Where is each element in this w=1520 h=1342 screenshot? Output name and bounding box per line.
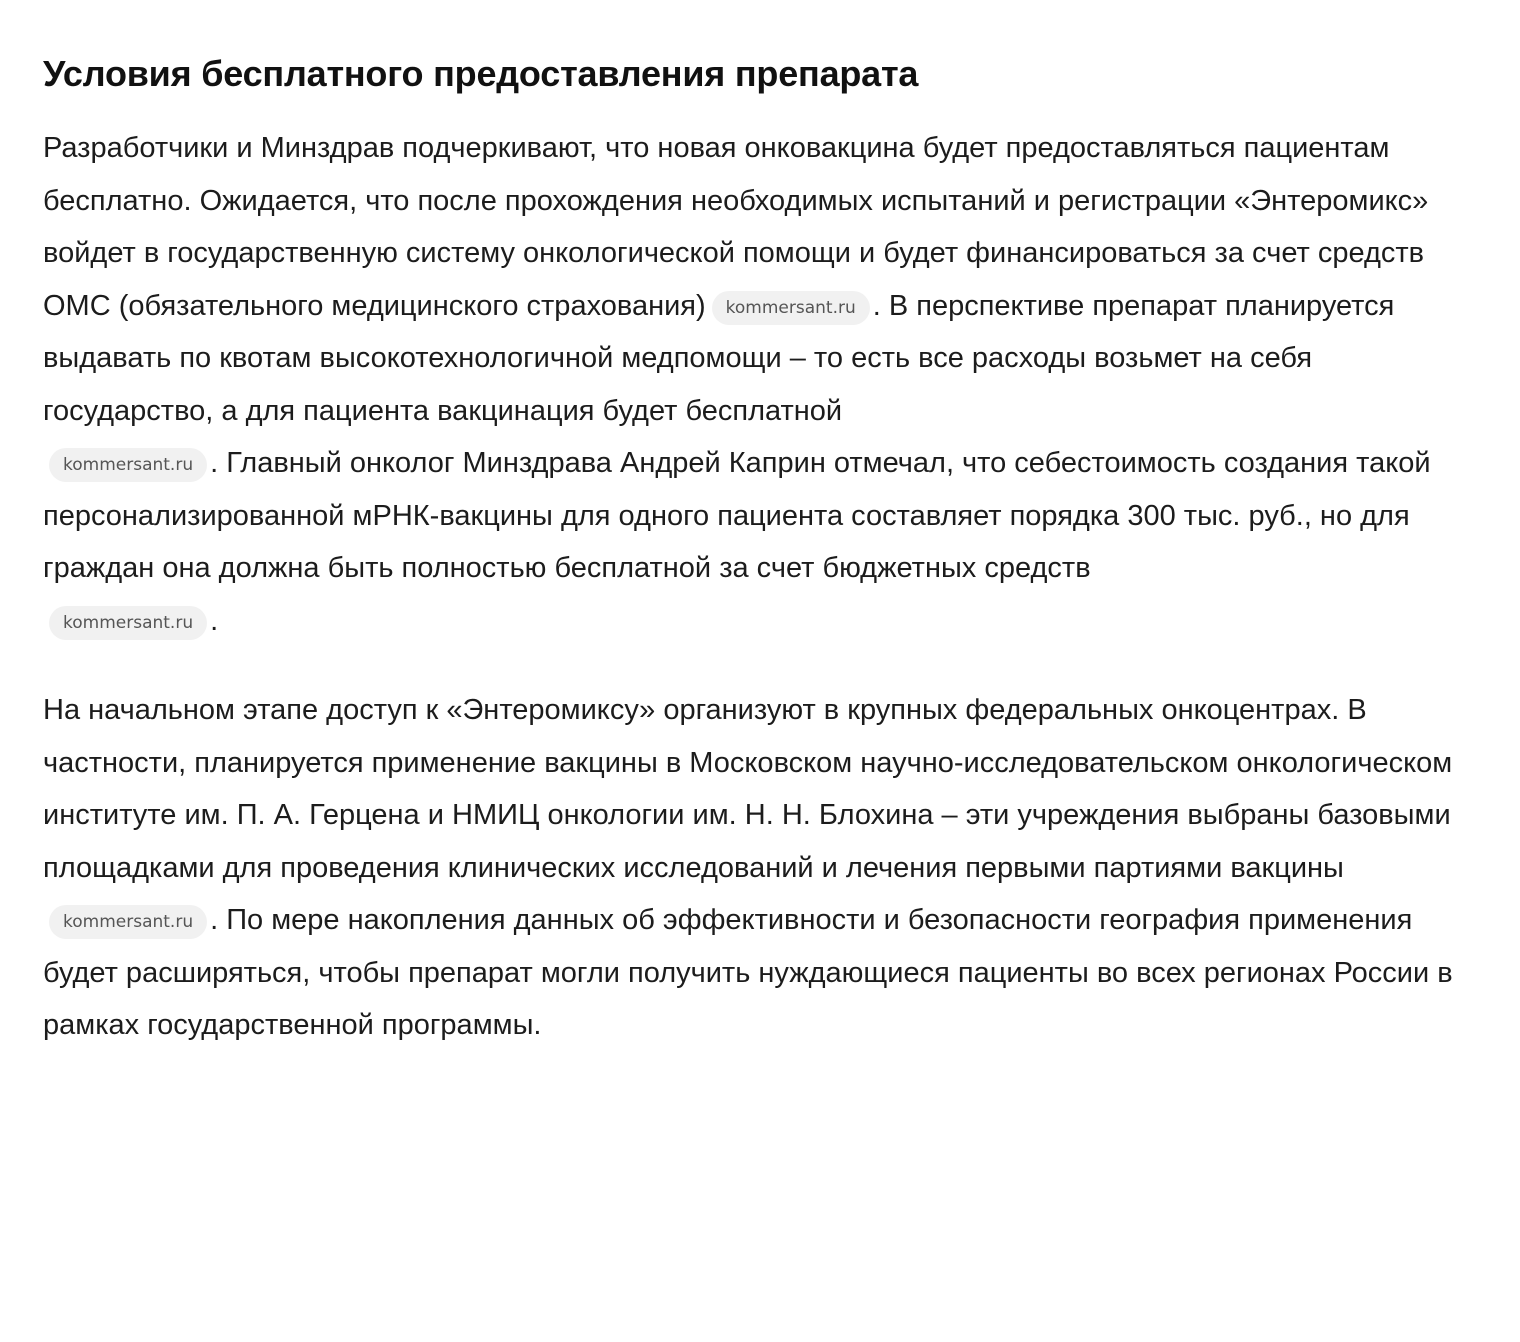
section-title: Условия бесплатного предоставления препарата bbox=[43, 53, 919, 94]
paragraph-text: . По мере накопления данных об эффективности и безопасности география применения будет расширяться, чтобы препарат могли получить нуждающиеся пациенты во всех регионах России в рамках государственной программы. bbox=[43, 904, 1453, 1041]
source-citation-chip[interactable]: kommersant.ru bbox=[712, 291, 870, 325]
paragraph-text: На начальном этапе доступ к «Энтеромиксу» организуют в крупных федеральных онкоцентрах. В частности, планируется применение вакцины в Московском научно-исследовательском онкологическом институте им. П. А. Герцена и НМИЦ онкологии им. Н. Н. Блохина – эти учреждения выбраны базовыми площадками для проведения клинических исследований и лечения первыми партиями вакцины bbox=[43, 694, 1453, 884]
source-citation-chip[interactable]: kommersant.ru bbox=[49, 905, 207, 939]
source-citation-chip[interactable]: kommersant.ru bbox=[49, 606, 207, 640]
paragraph-text: . В перспективе препарат планируется выдавать по квотам высокотехнологичной медпомощи – то есть все расходы возьмет на себя государство, а для пациента вакцинация будет бесплатной bbox=[43, 289, 1395, 427]
paragraph-text: . bbox=[210, 604, 219, 637]
paragraph-1 bbox=[43, 122, 1488, 647]
paragraph-text: . Главный онколог Минздрава Андрей Каприн отмечал, что себестоимость создания такой персонализированной мРНК-вакцины для одного пациента составляет порядка 300 тыс. руб., но для граждан она должна быть полностью бесплатной за счет бюджетных средств bbox=[43, 447, 1431, 584]
paragraph-2 bbox=[43, 684, 1488, 1052]
article bbox=[43, 48, 1488, 1052]
source-citation-chip[interactable]: kommersant.ru bbox=[49, 448, 207, 482]
paragraph-text: Разработчики и Минздрав подчеркивают, что новая онковакцина будет предоставляться пациентам бесплатно. Ожидается, что после прохождения необходимых испытаний и регистрации «Энтеромикс» войдет в государственную систему онкологической помощи и будет финансироваться за счет средств ОМС (обязательного медицинского страхования) bbox=[43, 132, 1429, 322]
